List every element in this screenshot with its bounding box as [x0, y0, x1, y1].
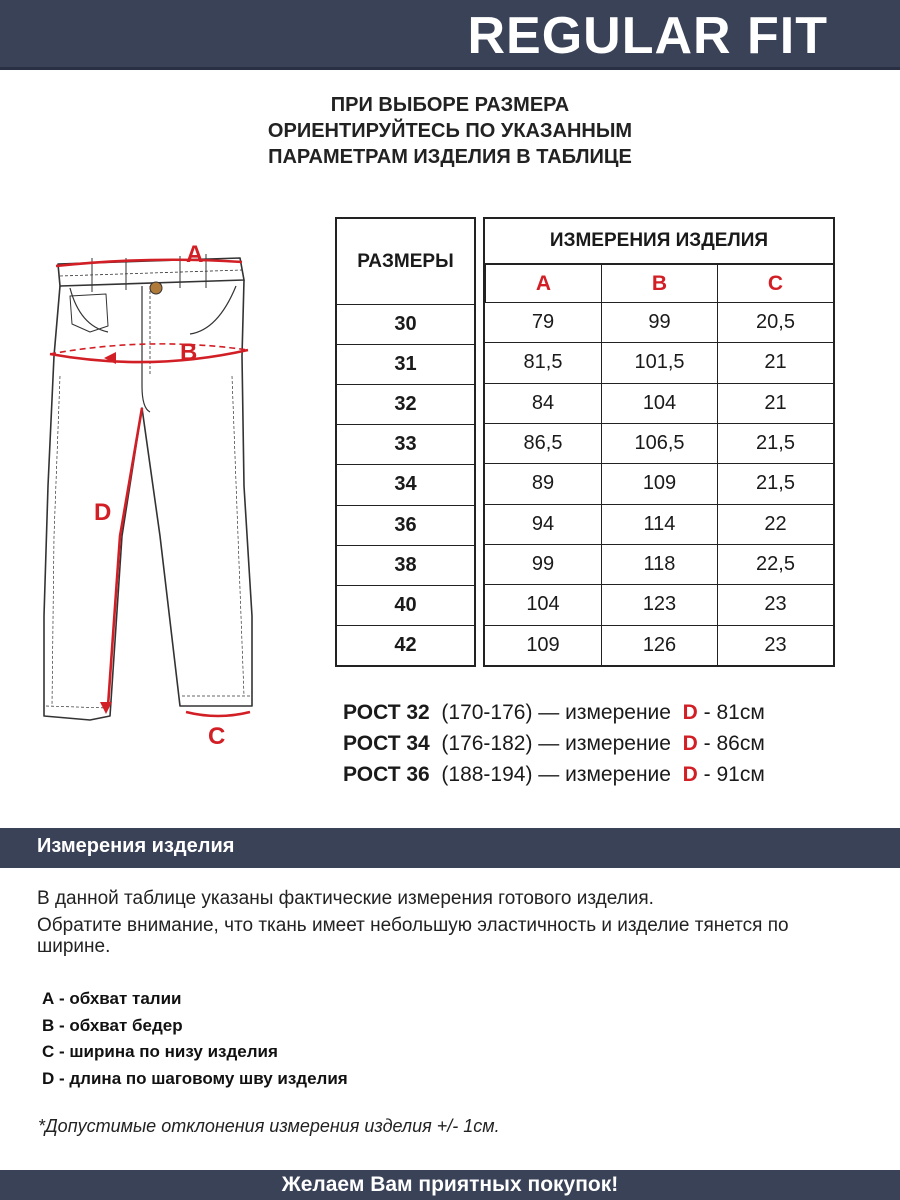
table-cell: 79 [485, 302, 601, 342]
size-cell: 40 [337, 585, 474, 625]
footer-message: Желаем Вам приятных покупок! [281, 1173, 619, 1196]
description [37, 888, 867, 963]
measure-b-line [50, 350, 248, 362]
section-title-bar [0, 828, 900, 868]
table-cell: 86,5 [485, 423, 601, 463]
label-d: D [94, 499, 112, 526]
size-cell: 34 [337, 464, 474, 504]
size-cell: 33 [337, 424, 474, 464]
section-title: Измерения изделия [37, 835, 235, 857]
column-header-a: A [485, 265, 601, 302]
height-row [343, 697, 765, 728]
table-cell: 109 [485, 625, 601, 665]
height-value: - 91см [703, 763, 765, 786]
height-value: - 86см [703, 732, 765, 755]
button-icon [150, 282, 162, 294]
height-range: (176-182) — измерение [441, 732, 671, 755]
table-cell: 101,5 [601, 342, 717, 382]
table-cell: 22 [717, 504, 833, 544]
table-cell: 104 [601, 383, 717, 423]
table-cell: 84 [485, 383, 601, 423]
table-cell: 21 [717, 342, 833, 382]
sizes-header: РАЗМЕРЫ [357, 250, 454, 272]
size-guide-heading [150, 92, 750, 170]
height-value: - 81см [703, 701, 765, 724]
table-cell: 118 [601, 544, 717, 584]
table-cell: 106,5 [601, 423, 717, 463]
height-label: РОСТ 36 [343, 763, 430, 786]
size-cell: 30 [337, 304, 474, 344]
tolerance-note: *Допустимые отклонения измерения изделия +/- 1см. [38, 1116, 500, 1136]
table-cell: 21,5 [717, 423, 833, 463]
column-header-c: C [717, 265, 833, 302]
table-cell: 22,5 [717, 544, 833, 584]
size-cell: 32 [337, 384, 474, 424]
size-cell: 38 [337, 545, 474, 585]
size-cell: 31 [337, 344, 474, 384]
height-row [343, 728, 765, 759]
measurements-header: ИЗМЕРЕНИЯ ИЗДЕЛИЯ [485, 219, 833, 265]
table-cell: 94 [485, 504, 601, 544]
table-cell: 126 [601, 625, 717, 665]
top-banner [0, 0, 900, 70]
legend-item: С - ширина по низу изделия [42, 1042, 278, 1061]
height-d-marker: D [682, 763, 698, 786]
footer-bar [0, 1170, 900, 1200]
fit-title: REGULAR FIT [467, 7, 828, 65]
label-a: A [186, 241, 204, 268]
table-cell: 23 [717, 625, 833, 665]
size-cell: 42 [337, 625, 474, 665]
description-paragraph-2: Обратите внимание, что ткань имеет небольшую эластичность и изделие тянется по ширине. [37, 915, 789, 957]
height-label: РОСТ 32 [343, 701, 430, 724]
height-list [343, 697, 765, 790]
table-cell: 114 [601, 504, 717, 544]
table-cell: 104 [485, 584, 601, 624]
table-cell: 20,5 [717, 302, 833, 342]
table-cell: 99 [601, 302, 717, 342]
sizes-table [335, 217, 476, 667]
description-paragraph-1: В данной таблице указаны фактические измерения готового изделия. [37, 888, 654, 909]
table-cell: 23 [717, 584, 833, 624]
coin-pocket [70, 294, 108, 332]
label-b: B [180, 339, 198, 366]
size-cell: 36 [337, 505, 474, 545]
height-label: РОСТ 34 [343, 732, 430, 755]
pants-diagram [30, 236, 310, 756]
height-d-marker: D [682, 732, 698, 755]
height-range: (188-194) — измерение [441, 763, 671, 786]
table-cell: 81,5 [485, 342, 601, 382]
heading-line-2: ОРИЕНТИРУЙТЕСЬ ПО УКАЗАННЫМ [267, 120, 633, 142]
table-cell: 99 [485, 544, 601, 584]
table-cell: 21,5 [717, 463, 833, 503]
legend-item: В - обхват бедер [42, 1015, 183, 1035]
column-header-b: B [601, 265, 717, 302]
height-d-marker: D [682, 701, 698, 724]
table-cell: 21 [717, 383, 833, 423]
measurements-table [483, 217, 835, 667]
table-cell: 109 [601, 463, 717, 503]
legend-item: А - обхват талии [42, 989, 182, 1008]
label-c: C [208, 723, 226, 750]
table-cell: 89 [485, 463, 601, 503]
measure-c-line [186, 712, 250, 716]
measurement-legend [42, 986, 348, 1092]
height-row [343, 759, 765, 790]
heading-line-3: ПАРАМЕТРАМ ИЗДЕЛИЯ В ТАБЛИЦЕ [268, 146, 632, 168]
height-range: (170-176) — измерение [441, 701, 671, 724]
heading-line-1: ПРИ ВЫБОРЕ РАЗМЕРА [330, 94, 570, 116]
measure-a-line [56, 260, 242, 266]
table-cell: 123 [601, 584, 717, 624]
legend-item: D - длина по шаговому шву изделия [42, 1068, 348, 1088]
